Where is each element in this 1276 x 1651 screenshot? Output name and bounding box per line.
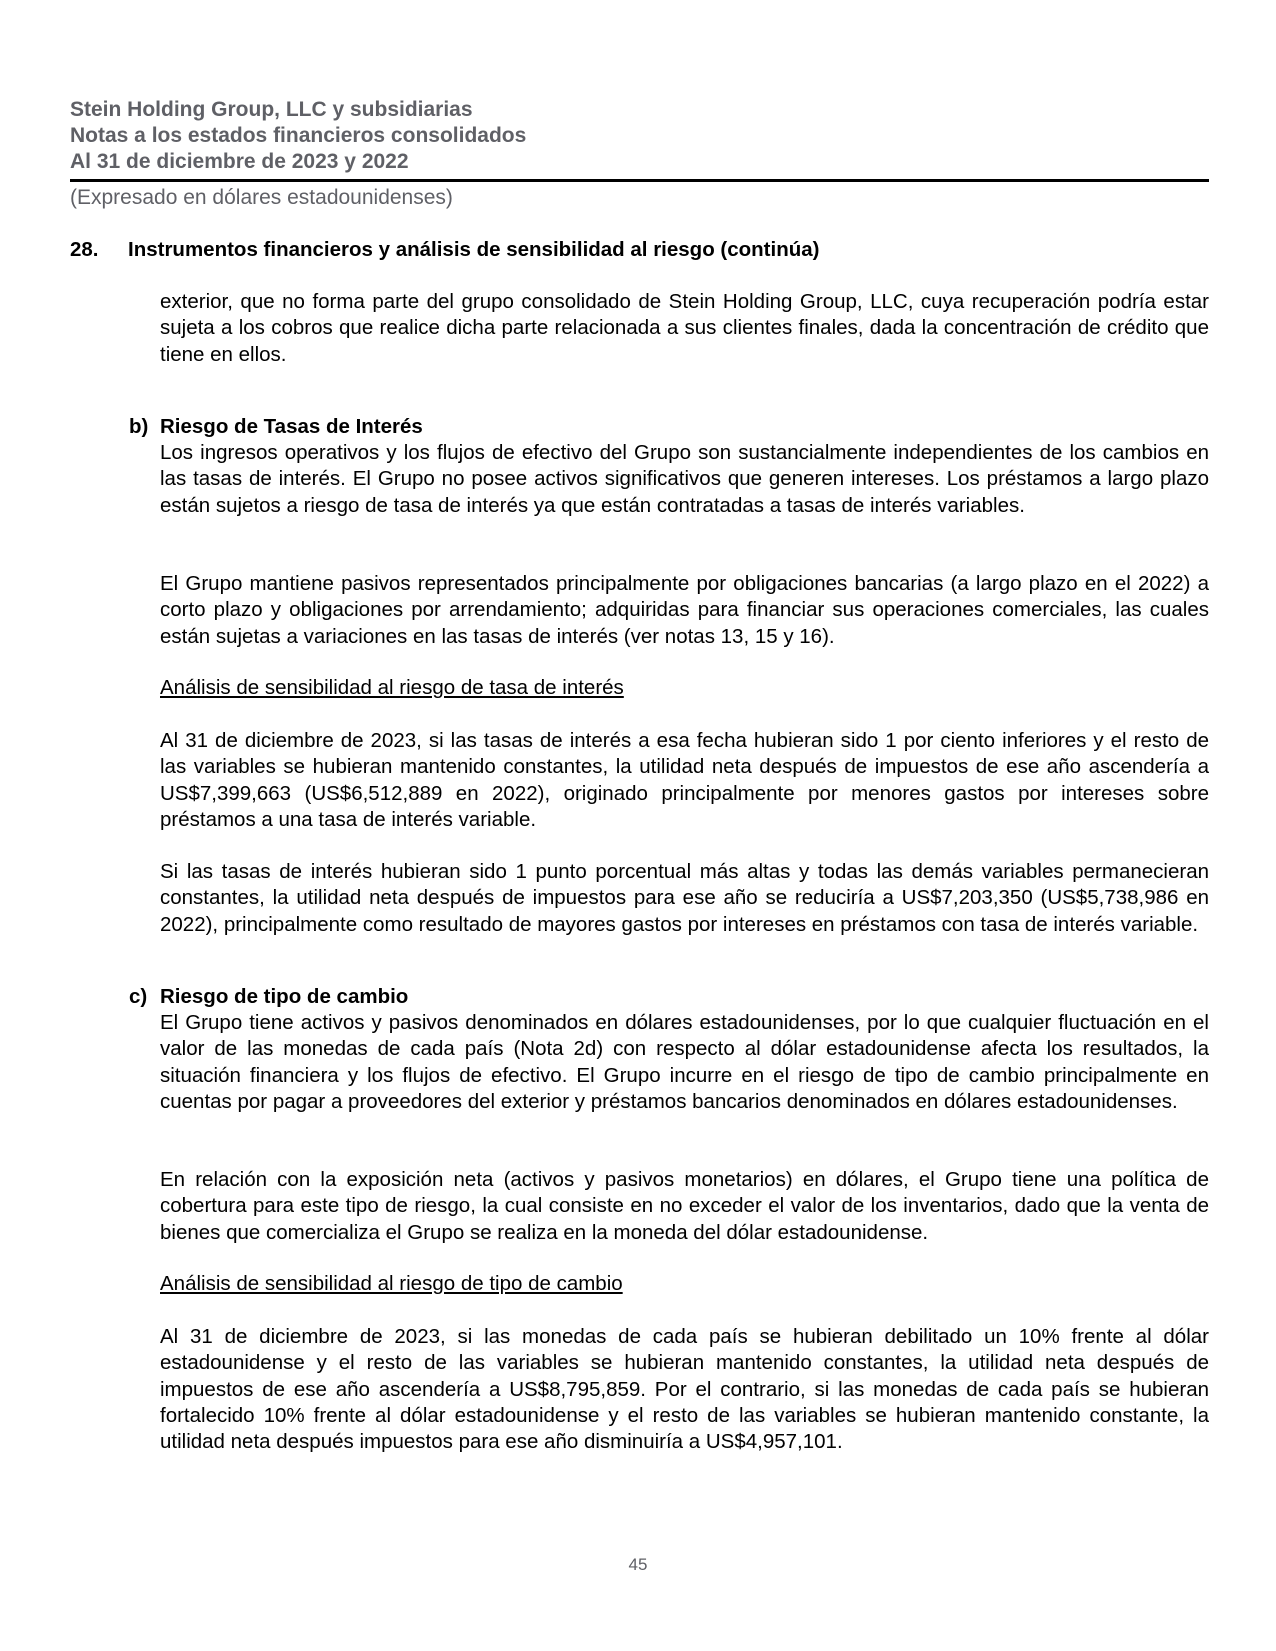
paragraph: En relación con la exposición neta (activos y pasivos monetarios) en dólares, el Grupo tiene una política de cobertura para este tipo de riesgo, la cual consiste en no exceder el valor de los inventarios, dado que la venta de bienes que comercializa el Grupo se realiza en la moneda del dólar estadounidense. xyxy=(160,1168,1209,1244)
interest-sensitivity-heading: Análisis de sensibilidad al riesgo de tasa de interés xyxy=(160,676,624,699)
subsection-b-heading xyxy=(129,414,423,440)
paragraph: Al 31 de diciembre de 2023, si las monedas de cada país se hubieran debilitado un 10% frente al dólar estadounidense y el resto de las variables se hubieran mantenido constantes, la utilidad neta después de impuestos de ese año ascendería a US$8,795,859. Por el contrario, si las monedas de cada país se hubieran fortalecido 10% frente al dólar estadounidense y el resto de las variables se hubieran mantenido constante, la utilidad neta después impuestos para ese año disminuiría a US$4,957,101. xyxy=(160,1325,1209,1454)
section-title xyxy=(70,237,819,263)
page-number: 45 xyxy=(628,1555,648,1574)
subsection-c-letter: c) xyxy=(129,985,148,1008)
page-header xyxy=(70,97,1209,211)
paragraph: Los ingresos operativos y los flujos de efectivo del Grupo son sustancialmente independientes de los cambios en las tasas de interés. El Grupo no posee activos significativos que generen intereses. Los préstamos a largo plazo están sujetos a riesgo de tasa de interés ya que están contratadas a tasas de interés variables. xyxy=(160,441,1209,517)
subsection-b-letter: b) xyxy=(129,415,149,438)
document-title: Notas a los estados financieros consolidados xyxy=(70,124,527,147)
section-title-text: Instrumentos financieros y análisis de sensibilidad al riesgo (continúa) xyxy=(128,238,820,261)
currency-note: (Expresado en dólares estadounidenses) xyxy=(70,186,453,209)
continuation-paragraph: exterior, que no forma parte del grupo consolidado de Stein Holding Group, LLC, cuya recuperación podría estar sujeta a los cobros que realice dicha parte relacionada a sus clientes finales, dada la concentración de crédito que tiene en ellos. xyxy=(160,290,1209,366)
paragraph: Si las tasas de interés hubieran sido 1 punto porcentual más altas y todas las demás variables permanecieran constantes, la utilidad neta después de impuestos para ese año se reduciría a US$7,203,350 (US$5,738,986 en 2022), principalmente como resultado de mayores gastos por intereses en préstamos con tasa de interés variable. xyxy=(160,860,1209,936)
company-name: Stein Holding Group, LLC y subsidiarias xyxy=(70,98,473,121)
fx-sensitivity-heading: Análisis de sensibilidad al riesgo de tipo de cambio xyxy=(160,1272,623,1295)
paragraph: El Grupo tiene activos y pasivos denominados en dólares estadounidenses, por lo que cualquier fluctuación en el valor de las monedas de cada país (Nota 2d) con respecto al dólar estadounidense afecta los resultados, la situación financiera y los flujos de efectivo. El Grupo incurre en el riesgo de tipo de cambio principalmente en cuentas por pagar a proveedores del exterior y préstamos bancarios denominados en dólares estadounidenses. xyxy=(160,1011,1209,1113)
subsection-c-title: Riesgo de tipo de cambio xyxy=(160,985,409,1008)
section-number: 28. xyxy=(70,238,99,261)
paragraph: Al 31 de diciembre de 2023, si las tasas de interés a esa fecha hubieran sido 1 por ciento inferiores y el resto de las variables se hubieran mantenido constantes, la utilidad neta después de impuestos de ese año ascendería a US$7,399,663 (US$6,512,889 en 2022), originado principalmente por menores gastos por intereses sobre préstamos a una tasa de interés variable. xyxy=(160,729,1209,831)
subsection-b-title: Riesgo de Tasas de Interés xyxy=(160,415,423,438)
header-divider xyxy=(70,179,1209,182)
paragraph: El Grupo mantiene pasivos representados principalmente por obligaciones bancarias (a largo plazo en el 2022) a corto plazo y obligaciones por arrendamiento; adquiridas para financiar sus operaciones comerciales, las cuales están sujetas a variaciones en las tasas de interés (ver notas 13, 15 y 16). xyxy=(160,572,1209,648)
reporting-period: Al 31 de diciembre de 2023 y 2022 xyxy=(70,150,409,173)
subsection-c-heading xyxy=(129,984,408,1010)
